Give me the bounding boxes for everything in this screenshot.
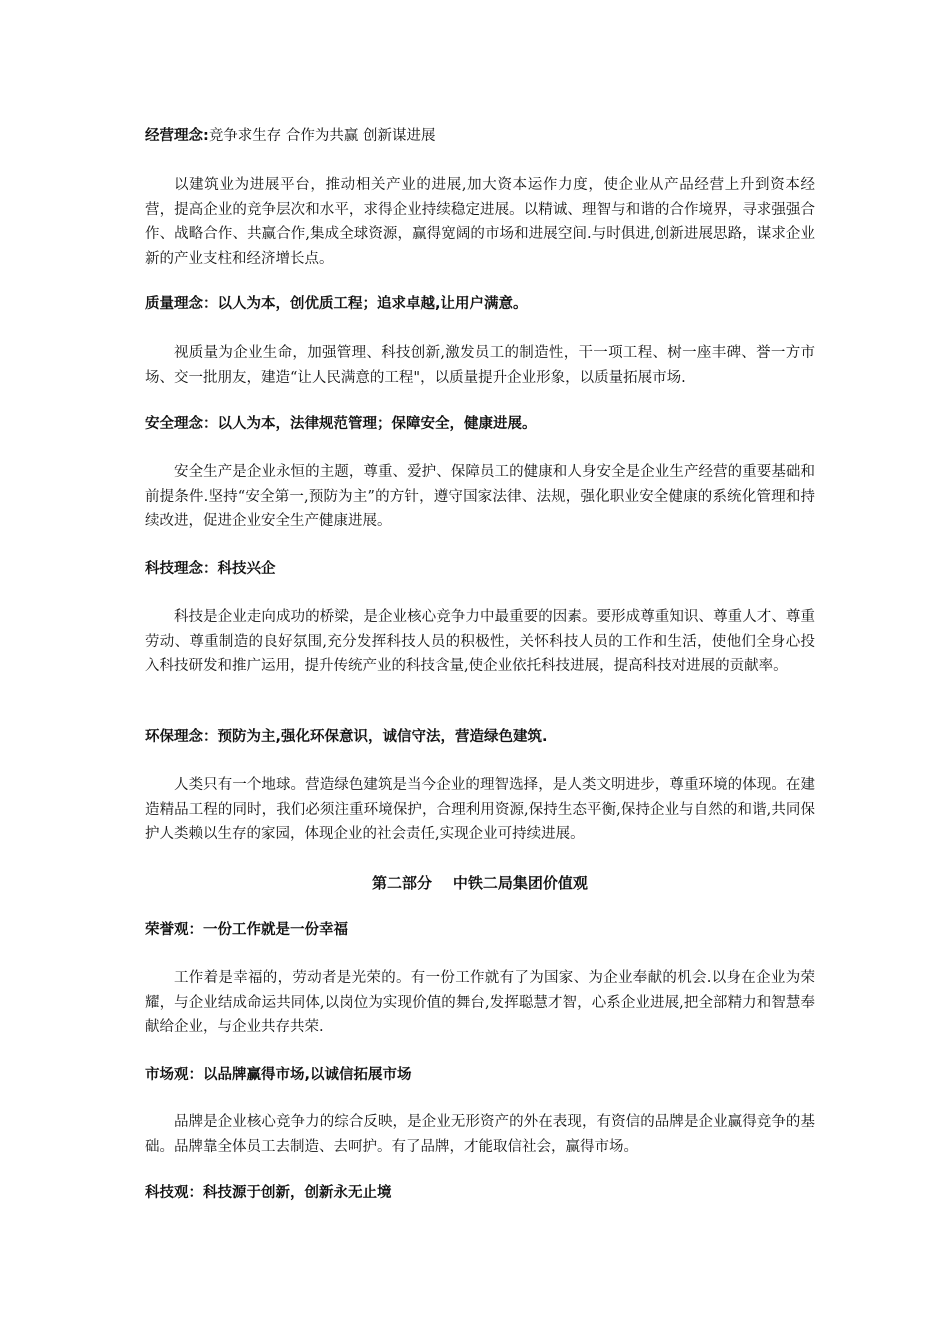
heading-separator: ： [188, 1185, 203, 1201]
heading-separator: : [203, 128, 209, 144]
section-heading-safety [145, 411, 815, 437]
heading-label: 环保理念 [145, 729, 203, 745]
heading-text: 科技兴企 [217, 561, 276, 577]
value-paragraph-honor: 工作着是幸福的，劳动者是光荣的。有一份工作就有了为国家、为企业奉献的机会.以身在企业为荣耀，与企业结成命运共同体,以岗位为实现价值的舞台,发挥聪慧才智，心系企业进展,把全部精力和智慧奉献给企业，与企业共存共荣. [145, 970, 815, 1035]
heading-label: 市场观 [145, 1067, 189, 1083]
heading-label: 科技观 [145, 1185, 189, 1201]
section-heading-environment [145, 724, 815, 750]
section-heading-business [145, 123, 815, 149]
heading-separator: ： [203, 296, 218, 312]
heading-label: 安全理念 [145, 416, 203, 432]
heading-text: 以人为本，创优质工程；追求卓越,让用户满意。 [217, 296, 528, 312]
heading-text: 以品牌赢得市场,以诚信拓展市场 [203, 1067, 412, 1083]
section-paragraph-safety: 安全生产是企业永恒的主题，尊重、爱护、保障员工的健康和人身安全是企业生产经营的重要基础和前提条件.坚持“安全第一,预防为主”的方针，遵守国家法律、法规，强化职业安全健康的系统化管理和持续改进，促进企业安全生产健康进展。 [145, 464, 815, 529]
heading-separator: ： [203, 729, 218, 745]
heading-text: 科技源于创新，创新永无止境 [203, 1185, 392, 1201]
part-title: 第二部分 中铁二局集团价值观 [372, 874, 588, 892]
heading-text: 竞争求生存 合作为共赢 创新谋进展 [208, 128, 436, 144]
heading-text: 一份工作就是一份幸福 [203, 922, 348, 938]
section-heading-technology [145, 556, 815, 582]
heading-label: 科技理念 [145, 561, 203, 577]
section-paragraph-quality: 视质量为企业生命，加强管理、科技创新,激发员工的制造性，干一项工程、树一座丰碑、誉一方市场、交一批朋友，建造“让人民满意的工程"，以质量提升企业形象，以质量拓展市场. [145, 345, 815, 386]
heading-separator: ： [188, 1067, 203, 1083]
section-heading-quality [145, 291, 815, 317]
heading-text: 以人为本，法律规范管理；保障安全，健康进展。 [217, 416, 537, 432]
value-paragraph-market: 品牌是企业核心竞争力的综合反映，是企业无形资产的外在表现，有资信的品牌是企业赢得竞争的基础。品牌靠全体员工去制造、去呵护。有了品牌，才能取信社会，赢得市场。 [145, 1114, 815, 1155]
heading-separator: ： [203, 416, 218, 432]
heading-label: 质量理念 [145, 296, 203, 312]
section-paragraph-business: 以建筑业为进展平台，推动相关产业的进展,加大资本运作力度，使企业从产品经营上升到资本经营，提高企业的竞争层次和水平，求得企业持续稳定进展。以精诚、理智与和谐的合作境界，寻求强强合作、战略合作、共赢合作,集成全球资源，赢得宽阔的市场和进展空间.与时俱进,创新进展思路，谋求企业新的产业支柱和经济增长点。 [145, 177, 815, 267]
value-heading-market [145, 1062, 815, 1088]
heading-separator: ： [188, 922, 203, 938]
value-heading-honor [145, 917, 815, 943]
heading-text: 预防为主,强化环保意识，诚信守法，营造绿色建筑. [217, 729, 548, 745]
value-heading-technology [145, 1180, 815, 1206]
heading-separator: ： [203, 561, 218, 577]
heading-label: 荣誉观 [145, 922, 189, 938]
section-paragraph-environment: 人类只有一个地球。营造绿色建筑是当今企业的理智选择，是人类文明进步，尊重环境的体现。在建造精品工程的同时，我们必须注重环境保护，合理利用资源,保持生态平衡,保持企业与自然的和谐,共同保护人类赖以生存的家园，体现企业的社会责任,实现企业可持续进展。 [145, 777, 815, 842]
section-paragraph-technology: 科技是企业走向成功的桥梁，是企业核心竞争力中最重要的因素。要形成尊重知识、尊重人才、尊重劳动、尊重制造的良好氛围,充分发挥科技人员的积极性，关怀科技人员的工作和生活，使他们全身心投入科技研发和推广运用，提升传统产业的科技含量,使企业依托科技进展，提高科技对进展的贡献率。 [145, 609, 815, 674]
heading-label: 经营理念 [145, 128, 203, 144]
